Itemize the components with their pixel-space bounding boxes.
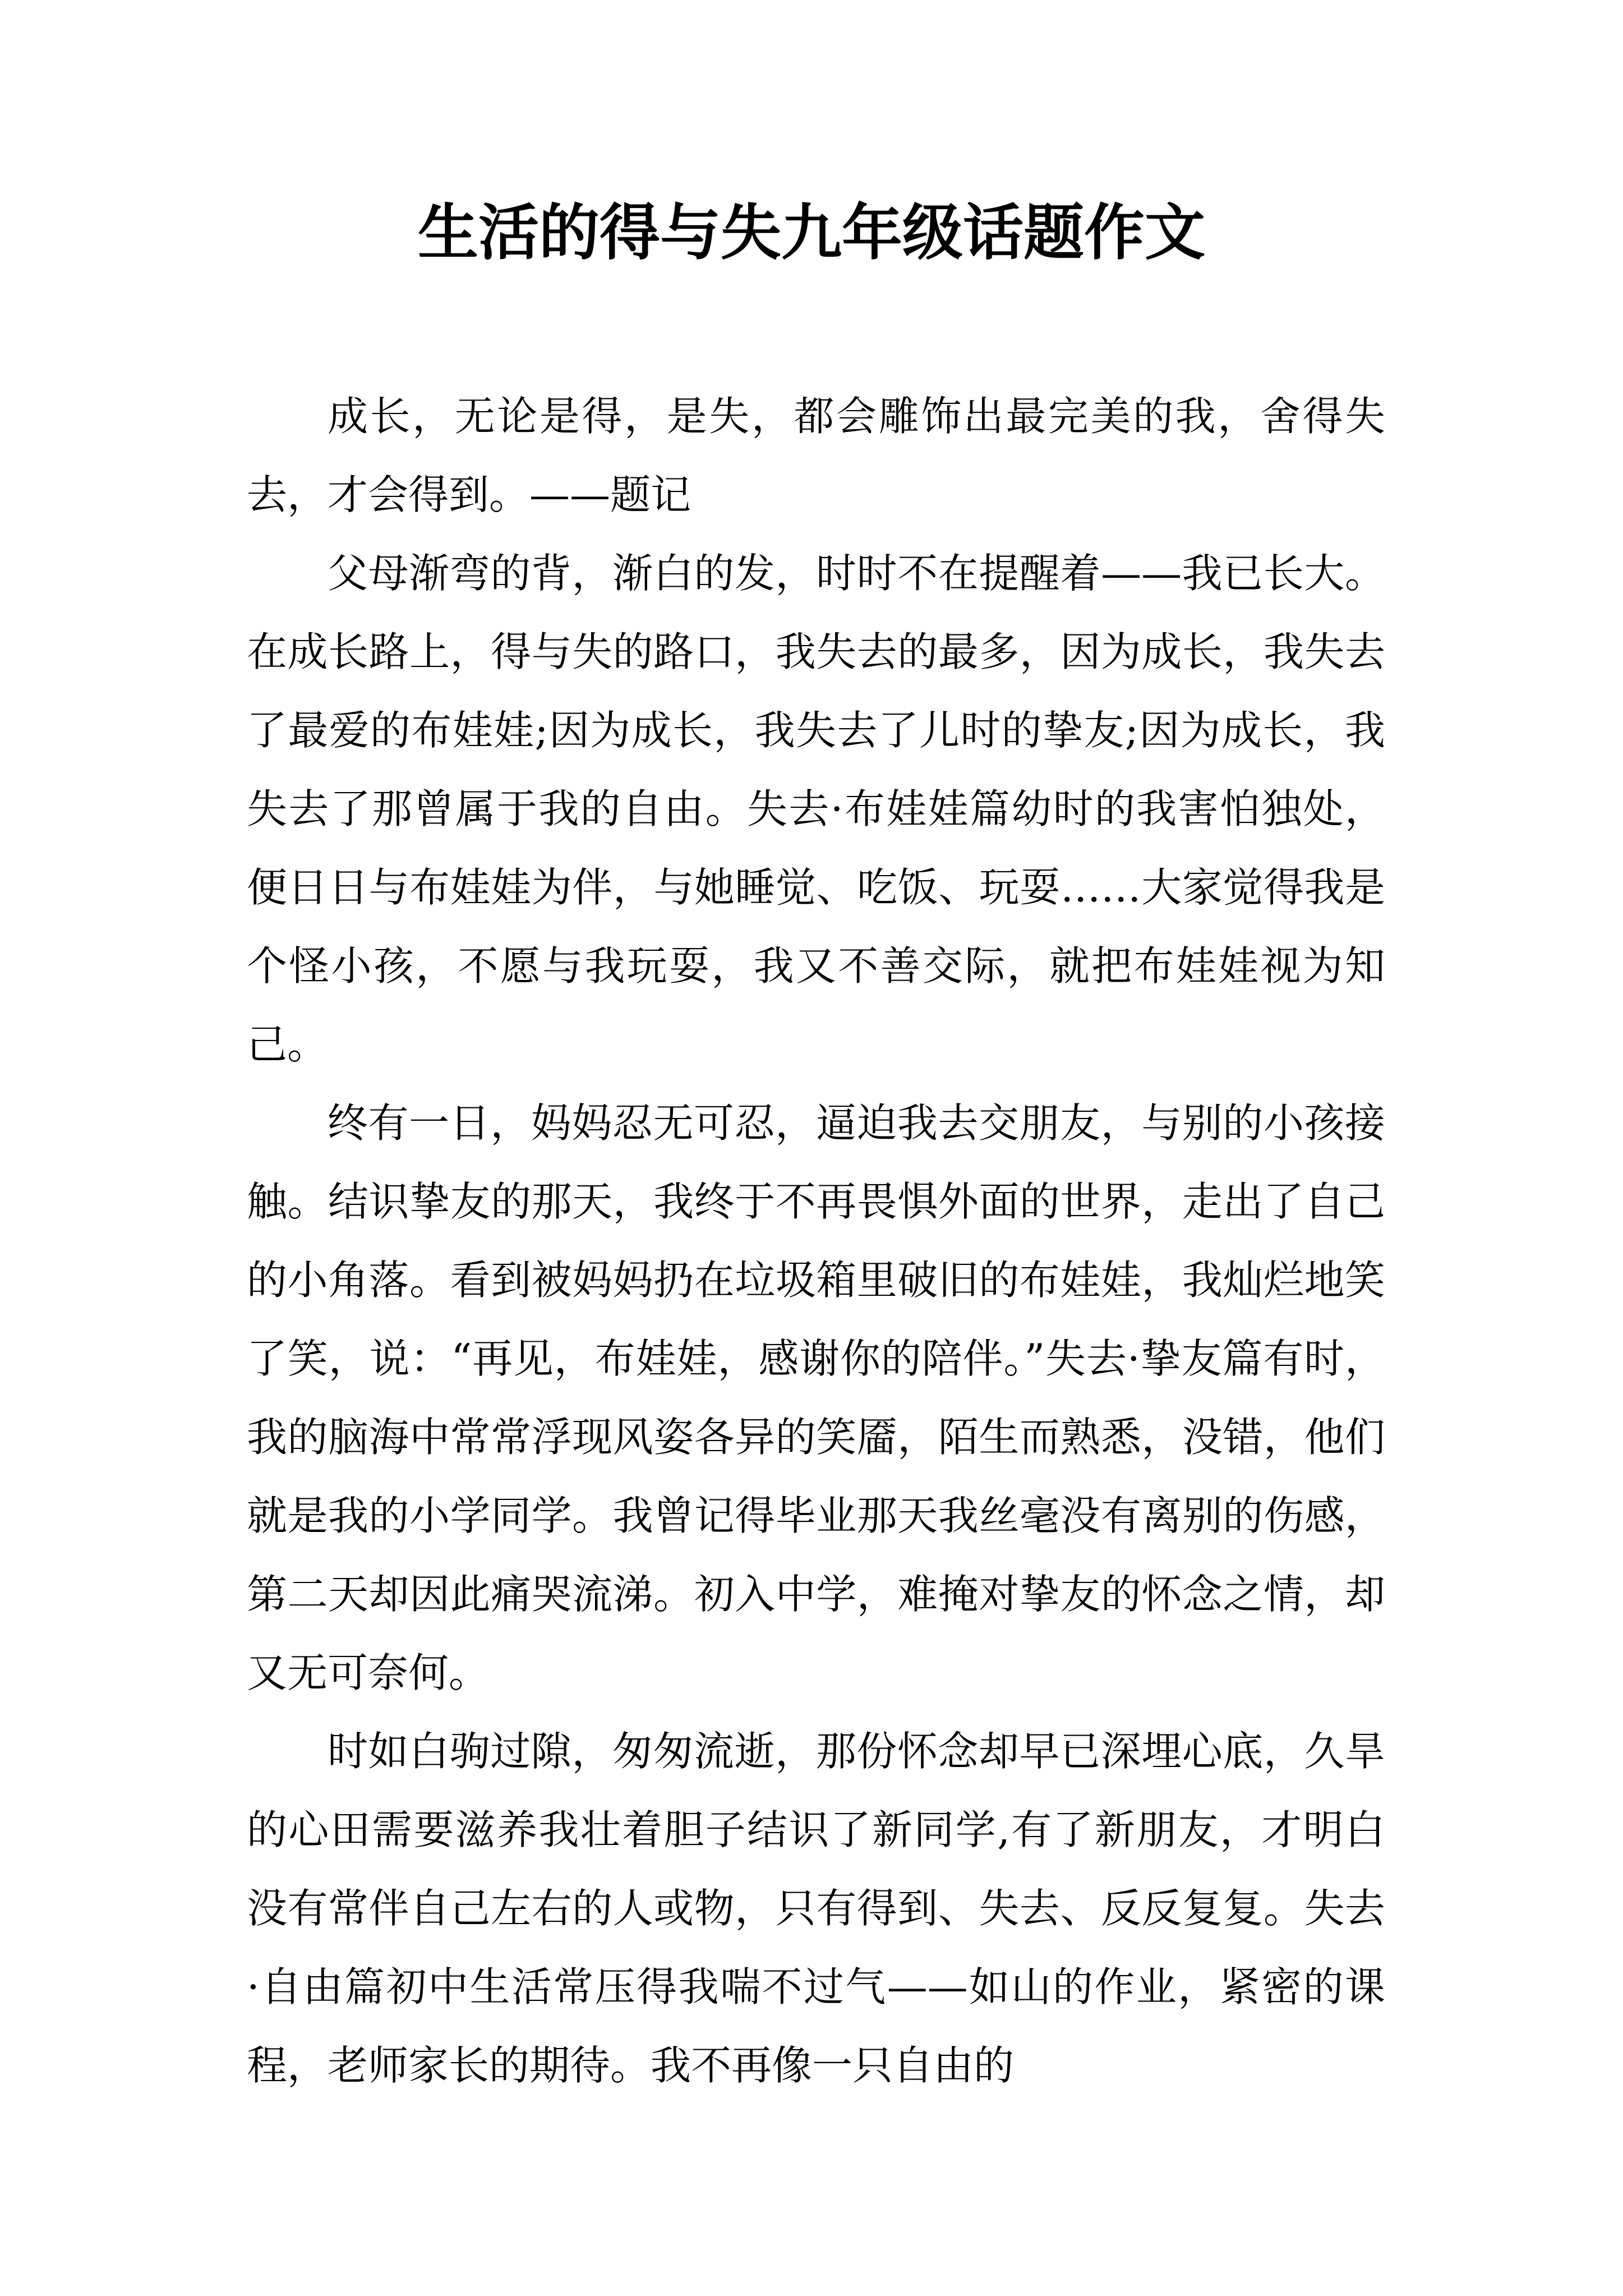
paragraph-3: 时如白驹过隙，匆匆流逝，那份怀念却早已深埋心底，久旱的心田需要滋养我壮着胆子结识了新同学,有了新朋友，才明白没有常伴自己左右的人或物，只有得到、失去、反反复复。失去·自由篇初中生活常压得我喘不过气——如山的作业，紧密的课程，老师家长的期待。我不再像一只自由的 — [247, 1728, 1385, 2089]
document-body — [247, 377, 1385, 2105]
paragraph-1: 父母渐弯的背，渐白的发，时时不在提醒着——我已长大。在成长路上，得与失的路口，我失去的最多，因为成长，我失去了最爱的布娃娃;因为成长，我失去了儿时的挚友;因为成长，我失去了那曾属于我的自由。失去·布娃娃篇幼时的我害怕独处，便日日与布娃娃为伴，与她睡觉、吃饭、玩耍……大家觉得我是个怪小孩，不愿与我玩耍，我又不善交际，就把布娃娃视为知己。 — [247, 550, 1385, 1068]
document-title: 生活的得与失九年级话题作文 — [417, 197, 1205, 268]
paragraph-epigraph: 成长，无论是得，是失，都会雕饰出最完美的我，舍得失去，才会得到。——题记 — [247, 393, 1385, 518]
paragraph-2: 终有一日，妈妈忍无可忍，逼迫我去交朋友，与别的小孩接触。结识挚友的那天，我终于不再畏惧外面的世界，走出了自己的小角落。看到被妈妈扔在垃圾箱里破旧的布娃娃，我灿烂地笑了笑，说：“再见，布娃娃，感谢你的陪伴。”失去·挚友篇有时，我的脑海中常常浮现风姿各异的笑靥，陌生而熟悉，没错，他们就是我的小学同学。我曾记得毕业那天我丝毫没有离别的伤感，第二天却因此痛哭流涕。初入中学，难掩对挚友的怀念之情，却又无可奈何。 — [247, 1099, 1385, 1696]
